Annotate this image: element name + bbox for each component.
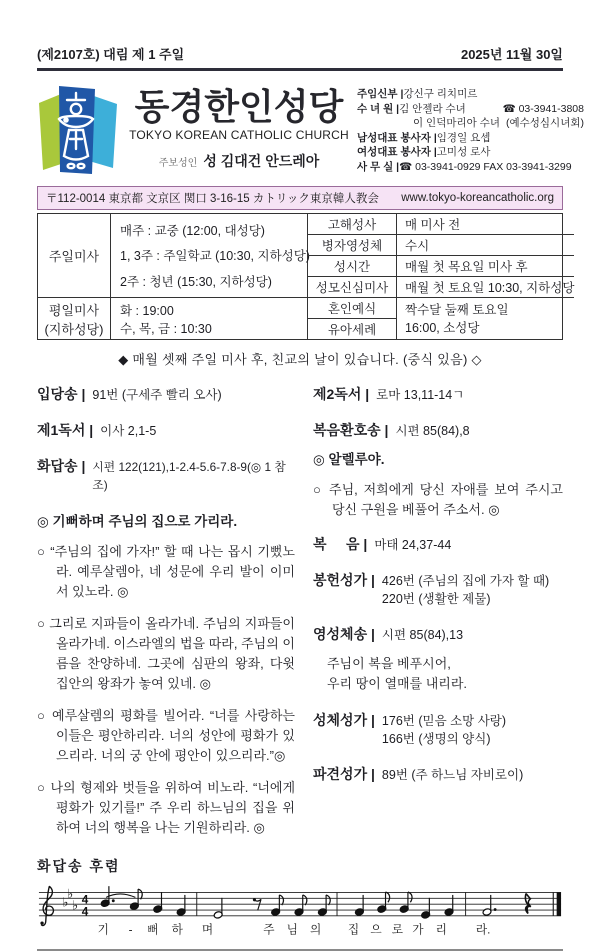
patron-name: 성 김대건 안드레아 — [203, 153, 320, 169]
communion-antiphon: 영성체송 | 시편 85(84),13 — [313, 624, 563, 644]
church-logo-icon — [37, 83, 119, 177]
flat-sign-icon: ♭ — [72, 898, 79, 913]
wedding-baptism-rows — [308, 298, 574, 339]
fellowship-notice: ◆ 매월 셋째 주일 미사 후, 친교의 날이 있습니다. (중식 있음) ◇ — [118, 352, 482, 367]
svg-text:기: 기 — [97, 923, 109, 937]
second-reading: 제2독서 | 로마 13,11-14ㄱ — [313, 384, 563, 404]
holy-hour-row: 성시간 매월 첫 목요일 미사 후 — [308, 256, 574, 277]
svg-text:주: 주 — [263, 923, 275, 937]
contact-info — [357, 83, 584, 179]
church-name-english: TOKYO KOREAN CATHOLIC CHURCH — [129, 128, 349, 142]
svg-text:라.: 라. — [475, 923, 491, 937]
website-url: www.tokyo-koreancatholic.org — [401, 192, 554, 204]
church-name-korean: 동경한인성당 — [134, 86, 344, 127]
svg-text:님: 님 — [286, 923, 298, 937]
issue-title: (제2107호) 대림 제 1 주일 — [37, 47, 185, 62]
sick-communion-row: 병자영성체 수시 — [308, 235, 574, 256]
convent-phone: ☎ 03-3941-3808 — [502, 102, 584, 115]
contact-row-office: 사 무 실 | ☎ 03-3941-0929 FAX 03-3941-3299 — [357, 160, 584, 175]
psalm-refrain: ◎ 기뻐하며 주님의 집으로 가리라. — [37, 514, 238, 529]
contact-row-convent2: 이 인덕마리아 수녀 (예수성심시녀회) — [413, 117, 584, 129]
svg-text:뻐: 뻐 — [147, 923, 159, 937]
contact-row-pastor: 주임신부 | 강신구 리치미르 — [357, 87, 584, 102]
bulletin-date: 2025년 11월 30일 — [460, 47, 563, 62]
svg-text:-: - — [128, 923, 133, 937]
gospel-acclamation: 복음환호송 | 시편 85(84),8 — [313, 420, 563, 440]
masthead-titles — [127, 83, 351, 179]
sunday-mass-times: 매주 : 교중 (12:00, 대성당) 1, 3주 : 주일학교 (10:30, 지하성당) 2주 : 청년 (15:30, 지하성당) — [120, 223, 310, 290]
infant-baptism-label: 유아세례 — [327, 323, 377, 337]
recessional-hymn: 파견성가 | 89번 (주 하느님 자비로이) — [313, 764, 563, 784]
mass-schedule-right — [308, 214, 574, 339]
first-reading: 제1독서 | 이사 2,1-5 — [37, 420, 295, 440]
weekday-mass-times: 화 : 19:00 수, 목, 금 : 10:30 — [120, 304, 212, 336]
weekday-mass-row — [38, 298, 307, 339]
refrain-music-heading: 화답송 후렴 — [37, 858, 121, 874]
marian-mass-row: 성모신심미사 매월 첫 토요일 10:30, 지하성당 — [308, 277, 574, 298]
psalm-verse-1: ○ “주님의 집에 가자!” 할 때 나는 몹시 기뻤노라. 예루살렘아, 네 성문에 우리 발이 이미 서 있노라. ◎ — [37, 544, 295, 599]
confession-row: 고해성사 매 미사 전 — [308, 214, 574, 235]
liturgy-left-column — [37, 384, 295, 850]
liturgy-right-column — [313, 384, 563, 850]
music-staff — [37, 882, 563, 945]
psalm-verse-2: ○ 그리로 지파들이 올라가네. 주님의 지파들이 올라가네. 이스라엘의 법을 따라, 주님의 이름을 찬양하네. 그곳에 심판의 왕좌, 다윗 집안의 왕좌가 놓여 있네. ◎ — [37, 616, 295, 691]
convent-order: (예수성심시녀회) — [505, 117, 584, 129]
svg-text:의: 의 — [309, 923, 322, 937]
office-phone: ☎ 03-3941-0929 FAX 03-3941-3299 — [399, 160, 572, 173]
svg-text:로: 로 — [391, 923, 404, 937]
acclamation-verse: ○ 주님, 저희에게 당신 자애를 보여 주시고 당신 구원을 베풀어 주소서. ◎ — [313, 482, 563, 517]
svg-text:리: 리 — [435, 923, 447, 937]
alleluia: ◎ 알렐루야. — [313, 452, 385, 467]
psalm-verse-3: ○ 예루살렘의 평화를 빌어라. “너를 사랑하는 이들은 평안하리라. 너의 성안에 평화가 있으리라. 너의 궁 안에 평안이 있으리라.”◎ — [37, 708, 295, 763]
svg-text:집: 집 — [347, 923, 360, 937]
flat-sign-icon: ♭ — [67, 886, 74, 901]
psalm-verse-4: ○ 나의 형제와 벗들을 위하여 비노라. “너에게 평화가 있기를!” 주 우리 하느님의 집을 위하여 너의 행복을 나는 기원하리라. ◎ — [37, 780, 295, 835]
contact-row-male-rep: 남성대표 봉사자 | 임경일 요셉 — [357, 131, 584, 146]
svg-text:으: 으 — [370, 923, 382, 937]
responsorial-psalm: 화답송 | 시편 122(121),1-2.4-5.6-7.8-9(◎ 1 참조) — [37, 456, 295, 494]
mass-schedule-left — [38, 214, 308, 339]
wedding-baptism-times: 짝수달 둘째 토요일 16:00, 소성당 — [405, 302, 509, 335]
patron-saint-line — [159, 151, 320, 171]
weekday-mass-label: 평일미사 (지하성당) — [38, 298, 111, 339]
offertory-hymn: 봉헌성가 | 426번 (주님의 집에 가자 할 때) 220번 (생활한 제물) — [313, 570, 563, 608]
gospel: 복 음 | 마태 24,37-44 — [313, 534, 563, 554]
entrance-hymn: 입당송 | 91번 (구세주 빨리 오사) — [37, 384, 295, 404]
liturgy-columns — [37, 384, 563, 850]
masthead — [37, 83, 584, 179]
svg-text:하: 하 — [171, 923, 183, 937]
sunday-mass-row — [38, 214, 310, 298]
flat-sign-icon: ♭ — [62, 895, 69, 910]
svg-text:며: 며 — [201, 923, 214, 937]
address-bar — [37, 186, 563, 210]
music-staff-svg — [37, 882, 563, 940]
svg-text:4: 4 — [81, 905, 89, 919]
wedding-label: 혼인예식 — [308, 298, 396, 319]
postal-address: 〒112-0014 東京都 文京区 関口 3-16-15 カトリック東京韓人教会 — [46, 193, 379, 205]
contact-row-convent: 수 녀 원 | 김 안젤라 수녀 ☎ 03-3941-3808 — [357, 102, 584, 117]
communion-antiphon-text: 주님이 복을 베푸시어, 우리 땅이 열매를 내리라. — [327, 656, 468, 691]
communion-hymn: 성체성가 | 176번 (믿음 소망 사랑) 166번 (생명의 양식) — [313, 710, 563, 748]
svg-text:가: 가 — [412, 923, 424, 937]
top-header — [37, 44, 563, 71]
mass-schedule-table — [37, 213, 575, 340]
bulletin-page — [37, 44, 584, 951]
patron-label: 주보성인 — [158, 158, 198, 169]
contact-row-female-rep: 여성대표 봉사자 | 고미성 로사 — [357, 145, 584, 160]
sunday-mass-label: 주일미사 — [38, 214, 111, 297]
svg-text:4: 4 — [81, 893, 89, 907]
